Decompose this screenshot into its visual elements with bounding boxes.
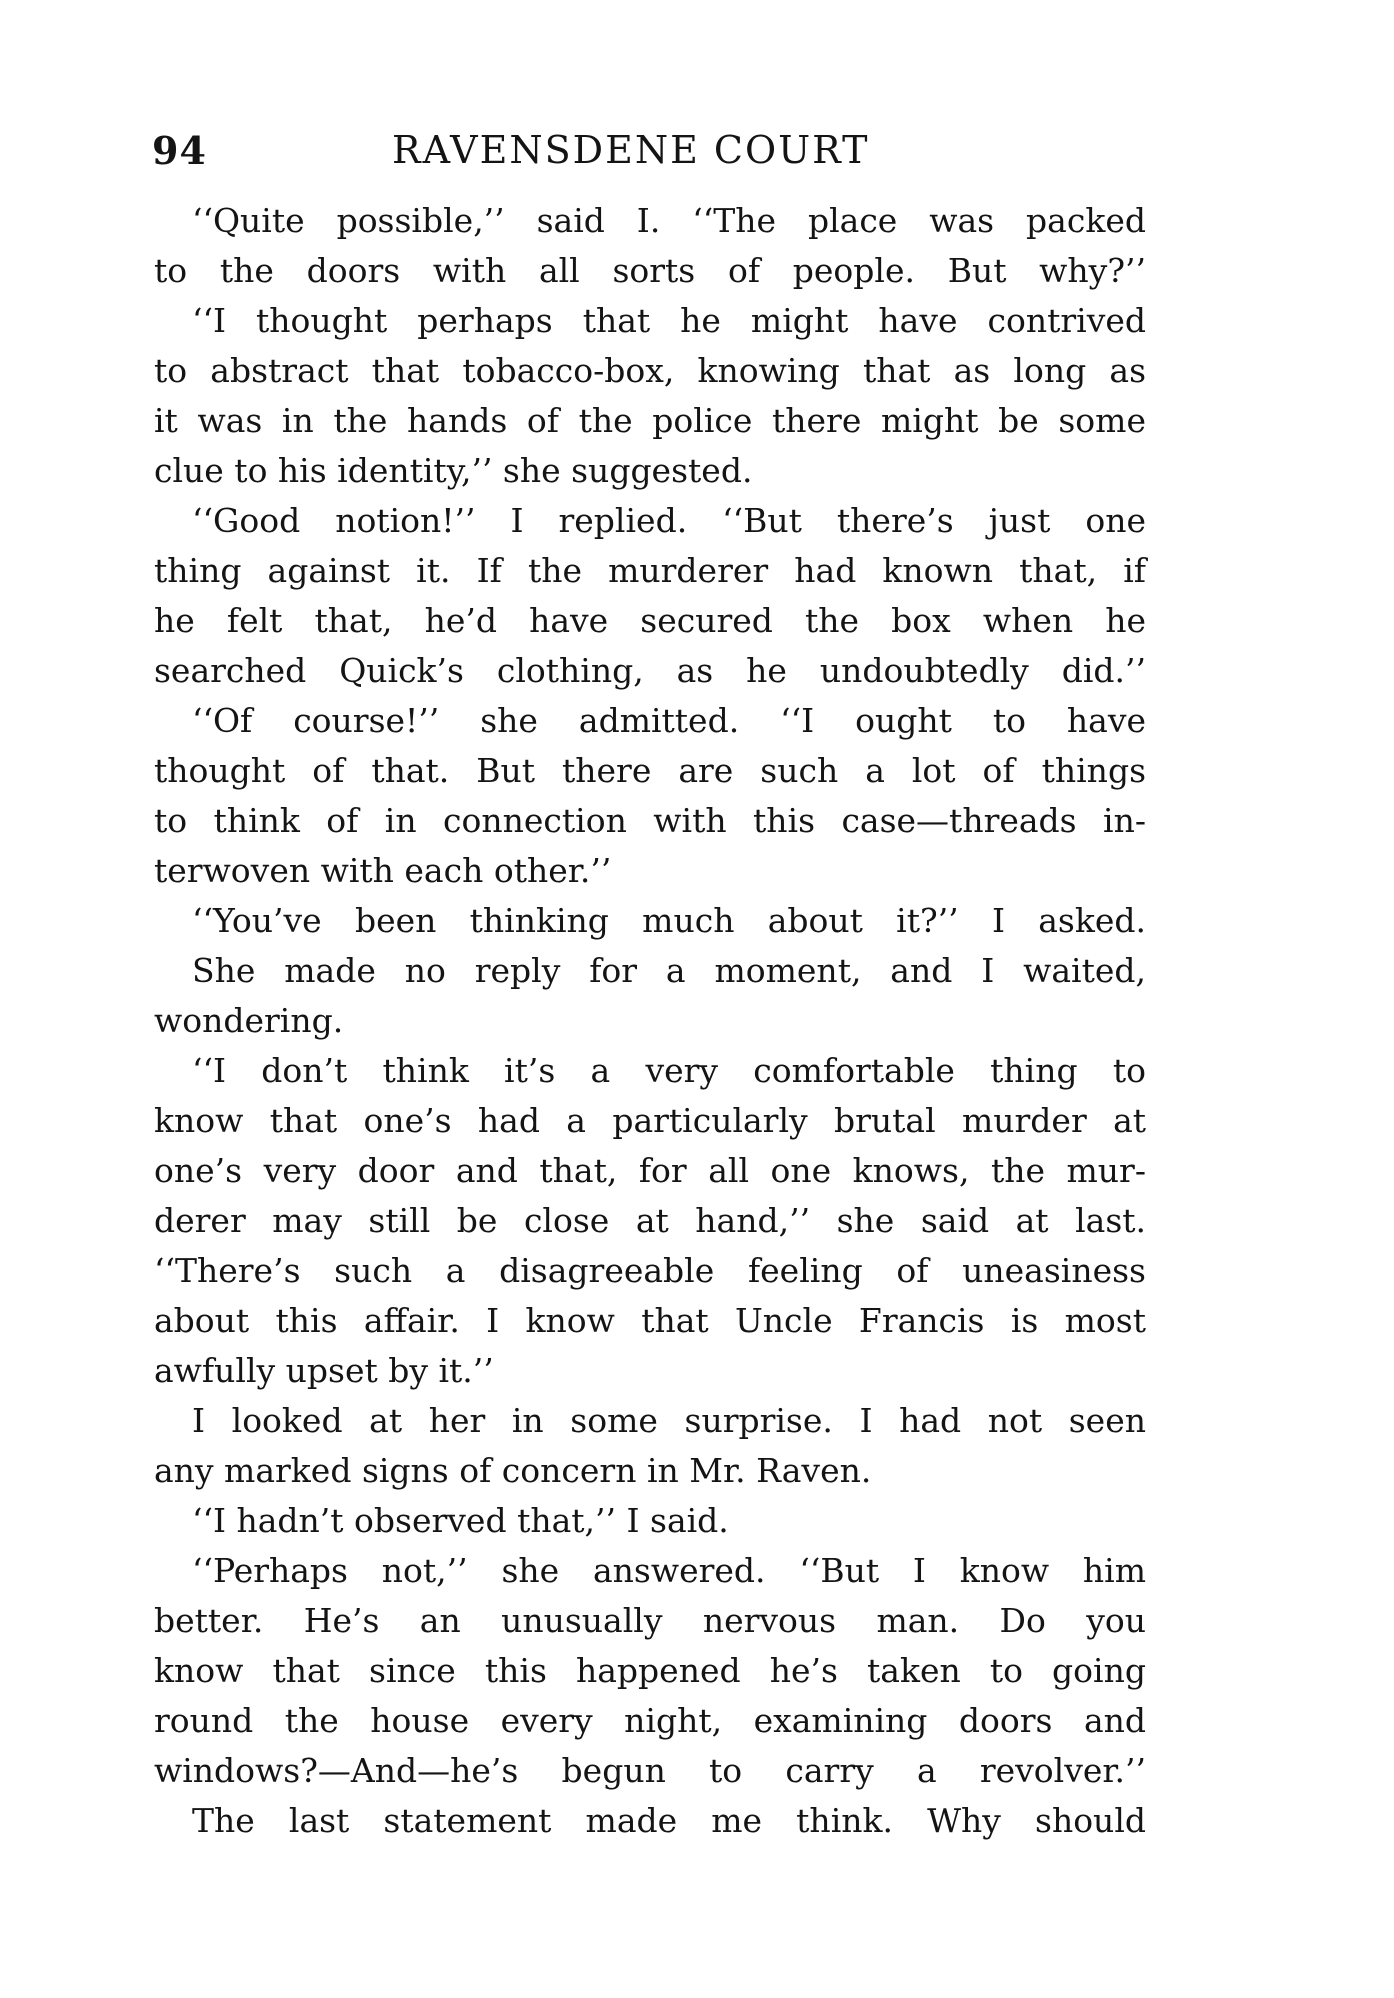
text-line: ‘‘You’ve been thinking much about it?’’ I asked. [192, 901, 1146, 940]
text-line: he felt that, he’d have secured the box when he [154, 601, 1146, 640]
text-line: know that since this happened he’s taken to going [154, 1651, 1146, 1690]
text-line: searched Quick’s clothing, as he undoubtedly did.’’ [154, 651, 1146, 690]
text-line: windows?—And—he’s begun to carry a revolver.’’ [154, 1751, 1146, 1790]
text-line: thing against it. If the murderer had known that, if [154, 551, 1146, 590]
text-line: to the doors with all sorts of people. But why?’’ [154, 251, 1146, 290]
text-line: thought of that. But there are such a lot of things [154, 751, 1146, 790]
text-line: awfully upset by it.’’ [154, 1351, 494, 1390]
text-line: clue to his identity,’’ she suggested. [154, 451, 753, 490]
text-line: better. He’s an unusually nervous man. Do you [154, 1601, 1146, 1640]
text-line: round the house every night, examining doors and [154, 1701, 1146, 1740]
text-line: She made no reply for a moment, and I waited, [192, 951, 1146, 990]
body-text [154, 196, 1146, 1846]
text-line: ‘‘I hadn’t observed that,’’ I said. [192, 1501, 729, 1540]
text-line: any marked signs of concern in Mr. Raven. [154, 1451, 872, 1490]
text-line: The last statement made me think. Why should [192, 1801, 1146, 1840]
text-line: wondering. [154, 1001, 344, 1040]
text-line: ‘‘Perhaps not,’’ she answered. ‘‘But I know him [192, 1551, 1146, 1590]
text-line: ‘‘I thought perhaps that he might have contrived [192, 301, 1146, 340]
text-line: one’s very door and that, for all one knows, the mur- [154, 1151, 1146, 1190]
text-line: it was in the hands of the police there might be some [154, 401, 1146, 440]
text-line: about this affair. I know that Uncle Francis is most [154, 1301, 1146, 1340]
text-line: to abstract that tobacco-box, knowing that as long as [154, 351, 1146, 390]
page-header [152, 128, 1152, 188]
page-number: 94 [152, 128, 207, 173]
text-line: ‘‘Of course!’’ she admitted. ‘‘I ought to have [192, 701, 1146, 740]
text-line: ‘‘Quite possible,’’ said I. ‘‘The place was packed [192, 201, 1146, 240]
text-line: know that one’s had a particularly brutal murder at [154, 1101, 1146, 1140]
text-line: derer may still be close at hand,’’ she said at last. [154, 1201, 1146, 1240]
text-line: ‘‘There’s such a disagreeable feeling of uneasiness [154, 1251, 1146, 1290]
text-line: to think of in connection with this case—threads in- [154, 801, 1146, 840]
text-line: I looked at her in some surprise. I had not seen [192, 1401, 1146, 1440]
text-line: ‘‘I don’t think it’s a very comfortable thing to [192, 1051, 1146, 1090]
text-line: terwoven with each other.’’ [154, 851, 612, 890]
text-line: ‘‘Good notion!’’ I replied. ‘‘But there’s just one [192, 501, 1146, 540]
running-title: RAVENSDENE COURT [392, 128, 870, 172]
